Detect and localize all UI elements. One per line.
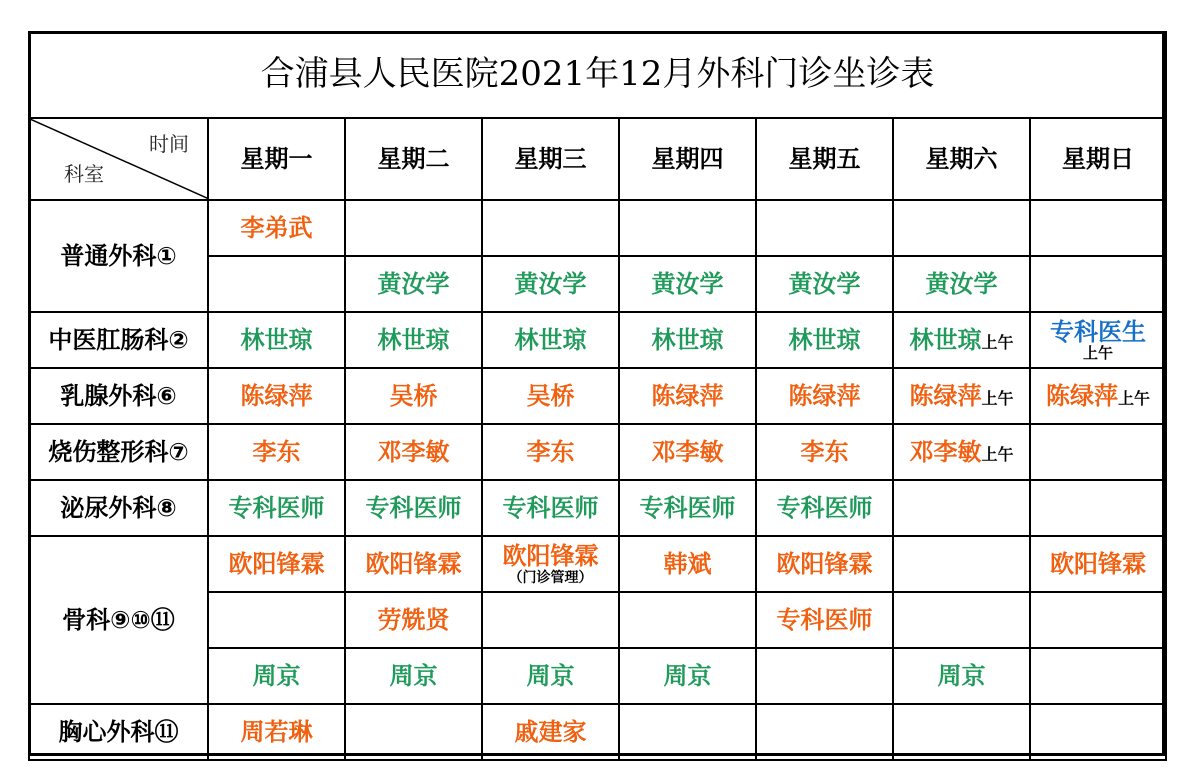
cell-ortho2-fri: [756, 592, 893, 648]
doctor-name: 林世琼: [377, 325, 450, 354]
cell-burn-thu: [619, 424, 756, 480]
cell-empty: [1030, 592, 1166, 648]
cell-breast-fri: [756, 368, 893, 424]
corner-time-label: 时间: [149, 132, 189, 156]
doctor-name: 李东: [526, 437, 575, 466]
doctor-name: 邓李敏: [651, 437, 724, 466]
doctor-name: 欧阳锋霖: [365, 549, 462, 578]
cell-ortho2-tue: [345, 592, 482, 648]
morning-note: 上午: [1082, 343, 1113, 362]
day-header-fri: 星期五: [756, 118, 893, 200]
doctor-name: 林世琼: [909, 325, 982, 354]
cell-empty: [345, 704, 482, 760]
cell-ortho3-tue: [345, 648, 482, 704]
cell-empty: [893, 536, 1030, 592]
cell-breast-tue: [345, 368, 482, 424]
dept-tcm-anorectal: 中医肛肠科②: [29, 312, 208, 368]
day-header-sun: 星期日: [1030, 118, 1166, 200]
doctor-name: 劳兟贤: [377, 605, 450, 634]
doctor-name: 欧阳锋霖: [1050, 549, 1146, 578]
cell-empty: [1030, 648, 1166, 704]
corner-dept-label: 科室: [64, 162, 104, 186]
cell-general-wed: [482, 256, 619, 312]
cell-general-fri: [756, 256, 893, 312]
day-header-sat: 星期六: [893, 118, 1030, 200]
cell-general-sat: [893, 256, 1030, 312]
doctor-name: 专科医生: [1050, 318, 1146, 347]
cell-empty: [345, 200, 482, 256]
cell-burn-sat: [893, 424, 1030, 480]
cell-empty: [208, 256, 345, 312]
cell-burn-tue: [345, 424, 482, 480]
doctor-name: 专科医师: [228, 493, 325, 522]
morning-note: 上午: [981, 444, 1014, 464]
dept-urology: 泌尿外科⑧: [29, 480, 208, 536]
doctor-name: 李弟武: [240, 213, 313, 242]
cell-empty: [1030, 704, 1166, 760]
cell-ortho3-mon: [208, 648, 345, 704]
cell-empty: [1030, 424, 1166, 480]
cell-thoracic-mon: [208, 704, 345, 760]
doctor-name: 周京: [663, 661, 712, 690]
cell-breast-thu: [619, 368, 756, 424]
cell-empty: [893, 480, 1030, 536]
cell-empty: [756, 704, 893, 760]
cell-ortho-wed: [482, 536, 619, 592]
doctor-name: 吴桥: [389, 381, 438, 410]
cell-ortho-tue: [345, 536, 482, 592]
dept-thoracic: 胸心外科⑪: [29, 704, 208, 760]
clinic-management-note: （门诊管理）: [508, 570, 593, 587]
cell-burn-fri: [756, 424, 893, 480]
doctor-name: 专科医师: [639, 493, 736, 522]
cell-ortho3-sat: [893, 648, 1030, 704]
cell-tcm-tue: [345, 312, 482, 368]
cell-tcm-sun: [1030, 312, 1166, 368]
cell-ortho-thu: [619, 536, 756, 592]
doctor-name: 韩斌: [663, 549, 712, 578]
doctor-name: 邓李敏: [377, 437, 450, 466]
cell-urology-tue: [345, 480, 482, 536]
cell-ortho-fri: [756, 536, 893, 592]
morning-note: 上午: [981, 332, 1014, 352]
cell-empty: [1030, 480, 1166, 536]
cell-tcm-mon: [208, 312, 345, 368]
doctor-name: 戚建家: [514, 717, 587, 746]
cell-empty: [893, 704, 1030, 760]
doctor-name: 邓李敏: [909, 437, 982, 466]
cell-empty: [1030, 256, 1166, 312]
cell-urology-wed: [482, 480, 619, 536]
cell-ortho3-thu: [619, 648, 756, 704]
cell-tcm-wed: [482, 312, 619, 368]
doctor-name: 周京: [252, 661, 301, 690]
morning-note: 上午: [981, 388, 1014, 408]
doctor-name: 黄汝学: [651, 269, 724, 298]
dept-breast: 乳腺外科⑥: [29, 368, 208, 424]
doctor-name: 欧阳锋霖: [502, 541, 599, 570]
cell-empty: [208, 592, 345, 648]
doctor-name: 陈绿萍: [240, 381, 313, 410]
dept-burn-plastic: 烧伤整形科⑦: [29, 424, 208, 480]
cell-empty: [893, 200, 1030, 256]
doctor-name: 专科医师: [502, 493, 599, 522]
doctor-name: 林世琼: [788, 325, 861, 354]
cell-burn-wed: [482, 424, 619, 480]
cell-breast-wed: [482, 368, 619, 424]
doctor-name: 李东: [252, 437, 301, 466]
cell-empty: [893, 592, 1030, 648]
doctor-name: 黄汝学: [514, 269, 587, 298]
diagonal-divider: [30, 119, 208, 199]
cell-urology-fri: [756, 480, 893, 536]
doctor-name: 黄汝学: [788, 269, 861, 298]
cell-breast-sun: [1030, 368, 1166, 424]
cell-empty: [619, 704, 756, 760]
cell-breast-mon: [208, 368, 345, 424]
cell-breast-sat: [893, 368, 1030, 424]
doctor-name: 李东: [800, 437, 849, 466]
cell-general-thu: [619, 256, 756, 312]
cell-ortho3-wed: [482, 648, 619, 704]
cell-ortho-mon: [208, 536, 345, 592]
cell-empty: [619, 200, 756, 256]
cell-empty: [1030, 200, 1166, 256]
doctor-name: 黄汝学: [377, 269, 450, 298]
doctor-name: 专科医师: [776, 493, 873, 522]
cell-tcm-thu: [619, 312, 756, 368]
day-header-wed: 星期三: [482, 118, 619, 200]
doctor-name: 吴桥: [526, 381, 575, 410]
doctor-name: 林世琼: [240, 325, 313, 354]
day-header-thu: 星期四: [619, 118, 756, 200]
cell-urology-mon: [208, 480, 345, 536]
cell-tcm-fri: [756, 312, 893, 368]
doctor-name: 专科医师: [365, 493, 462, 522]
cell-tcm-sat: [893, 312, 1030, 368]
cell-empty: [756, 200, 893, 256]
doctor-name: 陈绿萍: [1045, 381, 1118, 410]
cell-ortho-sun: [1030, 536, 1166, 592]
cell-burn-mon: [208, 424, 345, 480]
cell-thoracic-wed: [482, 704, 619, 760]
doctor-name: 周京: [389, 661, 438, 690]
cell-general-mon: [208, 200, 345, 256]
doctor-name: 林世琼: [514, 325, 587, 354]
schedule-table: [28, 31, 1167, 761]
corner-header: [29, 118, 208, 200]
day-header-mon: 星期一: [208, 118, 345, 200]
page-title: 合浦县人民医院2021年12月外科门诊坐诊表: [29, 32, 1166, 118]
doctor-name: 周京: [526, 661, 575, 690]
doctor-name: 周京: [937, 661, 986, 690]
doctor-name: 欧阳锋霖: [776, 549, 873, 578]
cell-empty: [756, 648, 893, 704]
doctor-name: 欧阳锋霖: [228, 549, 325, 578]
dept-orthopedics: 骨科⑨⑩⑪: [29, 536, 208, 704]
cell-empty: [482, 200, 619, 256]
doctor-name: 专科医师: [776, 605, 873, 634]
day-header-tue: 星期二: [345, 118, 482, 200]
doctor-name: 陈绿萍: [909, 381, 982, 410]
dept-general: 普通外科①: [29, 200, 208, 312]
cell-urology-thu: [619, 480, 756, 536]
morning-note: 上午: [1117, 388, 1150, 408]
cell-empty: [482, 592, 619, 648]
doctor-name: 陈绿萍: [788, 381, 861, 410]
doctor-name: 林世琼: [651, 325, 724, 354]
doctor-name: 黄汝学: [925, 269, 998, 298]
doctor-name: 周若琳: [240, 717, 313, 746]
cell-general-tue: [345, 256, 482, 312]
cell-empty: [619, 592, 756, 648]
doctor-name: 陈绿萍: [651, 381, 724, 410]
